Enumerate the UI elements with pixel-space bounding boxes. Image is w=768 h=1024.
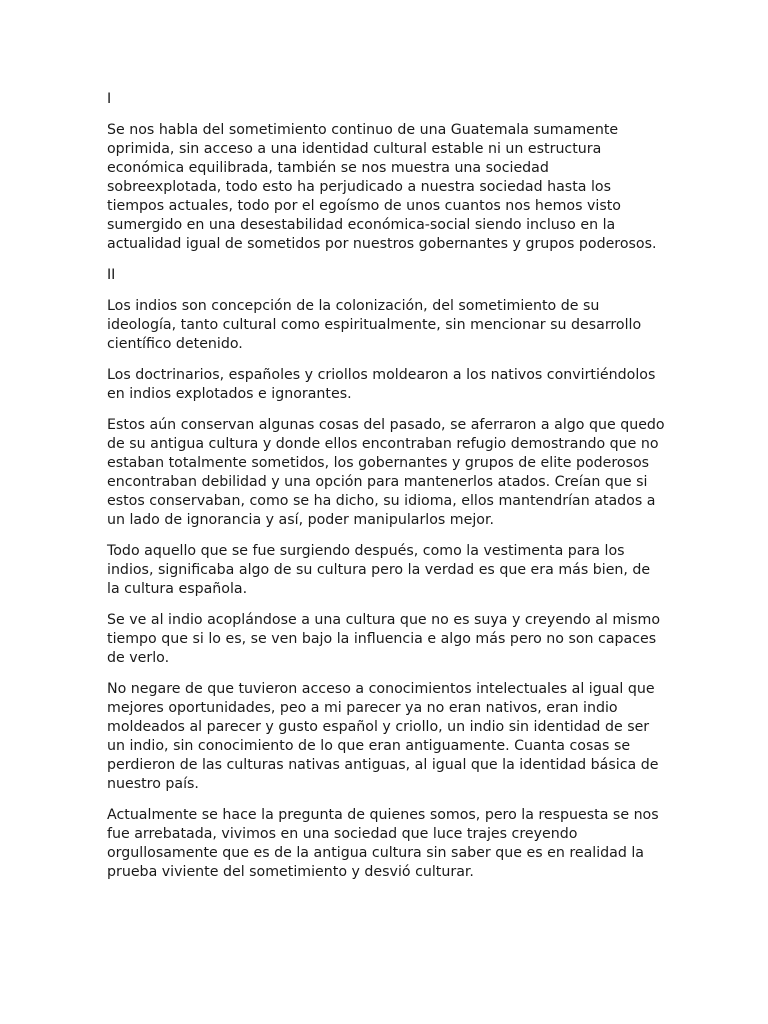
paragraph: Se nos habla del sometimiento continuo de una Guatemala sumamente oprimida, sin acceso a una identidad cultural estable ni un estructura económica equilibrada, también se nos muestra una sociedad sobreexplotada, todo esto ha perjudicado a nuestra sociedad hasta los tiempos actuales, todo por el egoísmo de unos cuantos nos hemos visto sumergido en una desestabilidad económica-social siendo incluso en la actualidad igual de sometidos por nuestros gobernantes y grupos poderosos. (107, 122, 657, 252)
section-mark-2: II (107, 267, 116, 283)
document-body (107, 90, 667, 894)
paragraph: Estos aún conservan algunas cosas del pasado, se aferraron a algo que quedo de su antigua cultura y donde ellos encontraban refugio demostrando que no estaban totalmente sometidos, los gobernantes y grupos de elite poderosos encontraban debilidad y una opción para mantenerlos atados. Creían que si estos conservaban, como se ha dicho, su idioma, ellos mantendrían atados a un lado de ignorancia y así, poder manipularlos mejor. (107, 417, 665, 528)
paragraph: No negare de que tuvieron acceso a conocimientos intelectuales al igual que mejores oportunidades, peo a mi parecer ya no eran nativos, eran indio moldeados al parecer y gusto español y criollo, un indio sin identidad de ser un indio, sin conocimiento de lo que eran antiguamente. Cuanta cosas se perdieron de las culturas nativas antiguas, al igual que la identidad básica de nuestro país. (107, 681, 659, 792)
section-mark-1: I (107, 91, 112, 107)
paragraph: Actualmente se hace la pregunta de quienes somos, pero la respuesta se nos fue arrebatada, vivimos en una sociedad que luce trajes creyendo orgullosamente que es de la antigua cultura sin saber que es en realidad la prueba viviente del sometimiento y desvió culturar. (107, 807, 659, 880)
paragraph: Los doctrinarios, españoles y criollos moldearon a los nativos convirtiéndolos en indios explotados e ignorantes. (107, 367, 656, 402)
paragraph: Se ve al indio acoplándose a una cultura que no es suya y creyendo al mismo tiempo que si lo es, se ven bajo la influencia e algo más pero no son capaces de verlo. (107, 612, 661, 666)
paragraph: Los indios son concepción de la colonización, del sometimiento de su ideología, tanto cultural como espiritualmente, sin mencionar su desarrollo científico detenido. (107, 298, 642, 352)
paragraph: Todo aquello que se fue surgiendo después, como la vestimenta para los indios, significaba algo de su cultura pero la verdad es que era más bien, de la cultura española. (107, 543, 651, 597)
